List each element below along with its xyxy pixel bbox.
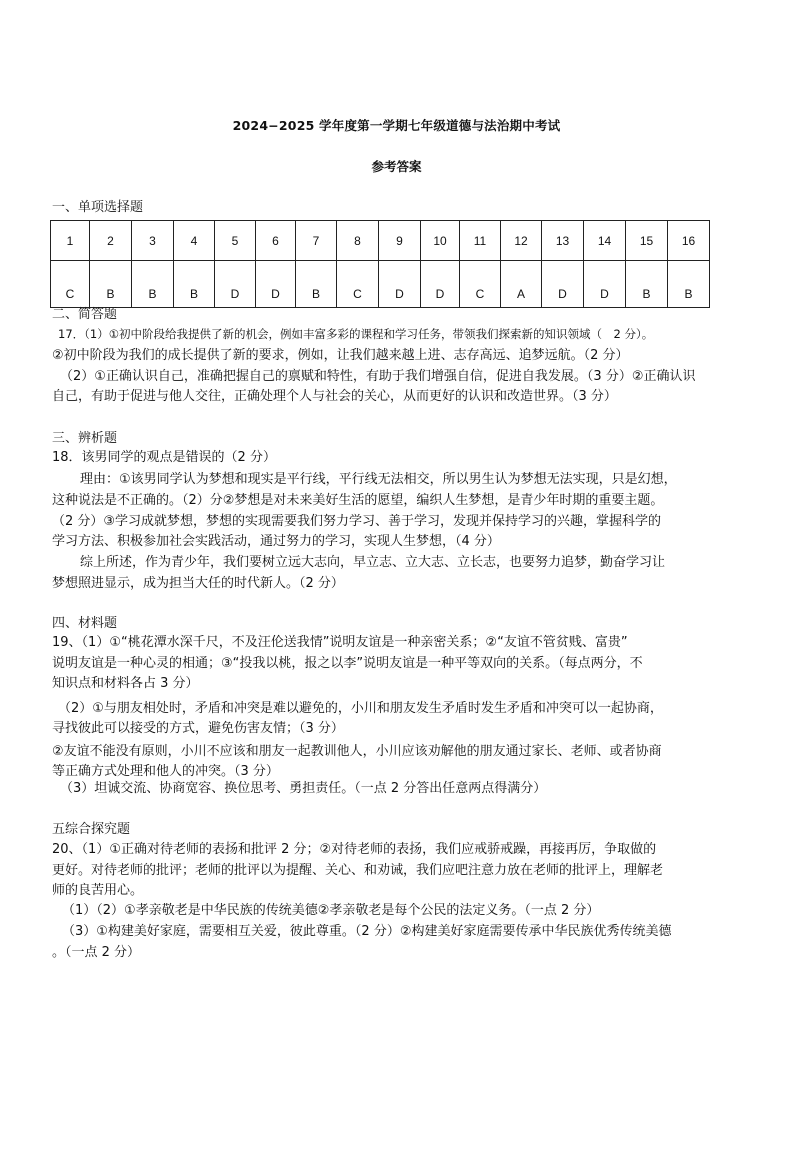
q20-line-4: （1）（2）①孝亲敬老是中华民族的传统美德②孝亲敬老是每个公民的法定义务。（一点 2 分） <box>62 903 600 918</box>
q20-line-1: 20、（1）①正确对待老师的表扬和批评 2 分；②对待老师的表扬，我们应戒骄戒躁，再接再厉，争取做的 <box>52 842 657 857</box>
answer-cell: B <box>174 261 215 308</box>
q17-line-1: 17．（1）①初中阶段给我提供了新的机会，例如丰富多彩的课程和学习任务，带领我们探索新的知识领域（ 2 分）。 <box>58 327 654 341</box>
q17-line-3: （2）①正确认识自己，准确把握自己的禀赋和特性，有助于我们增强自信，促进自我发展。（3 分）②正确认识 <box>60 369 696 384</box>
document-subtitle: 参考答案 <box>371 159 422 174</box>
answer-row <box>51 261 710 308</box>
answer-cell: D <box>379 261 421 308</box>
section-2-heading: 二、简答题 <box>52 307 118 322</box>
section-4-heading: 四、材料题 <box>52 616 118 631</box>
q19-line-7: 等正确方式处理和他人的冲突。（3 分） <box>52 764 279 779</box>
q18-line-3: 这种说法是不正确的。（2）分②梦想是对未来美好生活的愿望，编织人生梦想，是青少年时期的重要主题。 <box>52 493 664 508</box>
answer-cell: B <box>132 261 174 308</box>
q19-line-4: （2）①与朋友相处时，矛盾和冲突是难以避免的，小川和朋友发生矛盾时发生矛盾和冲突可以一起协商， <box>58 701 663 716</box>
question-number-cell: 10 <box>421 221 460 261</box>
question-number-row <box>51 221 710 261</box>
q19-line-5: 寻找彼此可以接受的方式，避免伤害友情；（3 分） <box>52 721 344 736</box>
question-number-cell: 9 <box>379 221 421 261</box>
q18-line-6: 综上所述，作为青少年，我们要树立远大志向，早立志、立大志、立长志，也要努力追梦，勤奋学习让 <box>80 555 666 570</box>
q19-line-6: ②友谊不能没有原则，小川不应该和朋友一起教训他人，小川应该劝解他的朋友通过家长、老师、或者协商 <box>52 744 662 759</box>
q18-line-1: 18．该男同学的观点是错误的（2 分） <box>52 450 276 465</box>
answer-cell: B <box>668 261 710 308</box>
question-number-cell: 5 <box>215 221 256 261</box>
answer-cell: C <box>51 261 90 308</box>
answer-cell: D <box>542 261 584 308</box>
q19-line-8: （3）坦诚交流、协商宽容、换位思考、勇担责任。（一点 2 分答出任意两点得满分） <box>60 781 547 796</box>
answer-cell: D <box>584 261 626 308</box>
q19-line-2: 说明友谊是一种心灵的相通；③“投我以桃，报之以李”说明友谊是一种平等双向的关系。（每点两分，不 <box>52 656 643 671</box>
answer-cell: C <box>337 261 379 308</box>
document-title: 2024−2025 学年度第一学期七年级道德与法治期中考试 <box>232 118 561 133</box>
question-number-cell: 1 <box>51 221 90 261</box>
q17-line-2: ②初中阶段为我们的成长提供了新的要求，例如，让我们越来越上进、志存高远、追梦远航。（2 分） <box>52 348 629 363</box>
q18-line-5: 学习方法、积极参加社会实践活动，通过努力的学习，实现人生梦想，（4 分） <box>52 534 500 549</box>
section-5-heading: 五综合探究题 <box>52 822 131 837</box>
answer-cell: D <box>256 261 296 308</box>
q19-line-1: 19、（1）①“桃花潭水深千尺，不及汪伦送我情”说明友谊是一种亲密关系；②“友谊不管贫贱、富贵” <box>52 635 628 650</box>
question-number-cell: 7 <box>296 221 337 261</box>
q18-line-4: （2 分）③学习成就梦想，梦想的实现需要我们努力学习、善于学习，发现并保持学习的兴趣，掌握科学的 <box>52 514 662 529</box>
q19-line-3: 知识点和材料各占 3 分） <box>52 676 199 691</box>
q18-line-7: 梦想照进显示，成为担当大任的时代新人。（2 分） <box>52 576 344 591</box>
section-1-heading: 一、单项选择题 <box>52 200 144 215</box>
question-number-cell: 12 <box>501 221 542 261</box>
question-number-cell: 4 <box>174 221 215 261</box>
question-number-cell: 14 <box>584 221 626 261</box>
answer-cell: B <box>90 261 132 308</box>
answer-cell: A <box>501 261 542 308</box>
multiple-choice-answer-table <box>50 220 710 308</box>
answer-cell: D <box>215 261 256 308</box>
q20-line-2: 更好。对待老师的批评；老师的批评以为提醒、关心、和劝诫，我们应吧注意力放在老师的批评上，理解老 <box>52 863 664 878</box>
answer-cell: D <box>421 261 460 308</box>
q20-line-5: （3）①构建美好家庭，需要相互关爱，彼此尊重。（2 分）②构建美好家庭需要传承中华民族优秀传统美德 <box>62 924 672 939</box>
question-number-cell: 2 <box>90 221 132 261</box>
question-number-cell: 6 <box>256 221 296 261</box>
q18-line-2: 理由：①该男同学认为梦想和现实是平行线，平行线无法相交，所以男生认为梦想无法实现，只是幻想， <box>80 472 677 487</box>
q20-line-6: 。（一点 2 分） <box>52 945 141 960</box>
question-number-cell: 8 <box>337 221 379 261</box>
answer-cell: B <box>296 261 337 308</box>
q20-line-3: 师的良苦用心。 <box>52 883 144 898</box>
question-number-cell: 11 <box>460 221 501 261</box>
section-3-heading: 三、辨析题 <box>52 431 118 446</box>
question-number-cell: 16 <box>668 221 710 261</box>
question-number-cell: 15 <box>626 221 668 261</box>
answer-cell: C <box>460 261 501 308</box>
q17-line-4: 自己，有助于促进与他人交往，正确处理个人与社会的关心，从而更好的认识和改造世界。（3 分） <box>52 389 617 404</box>
question-number-cell: 13 <box>542 221 584 261</box>
answer-cell: B <box>626 261 668 308</box>
question-number-cell: 3 <box>132 221 174 261</box>
